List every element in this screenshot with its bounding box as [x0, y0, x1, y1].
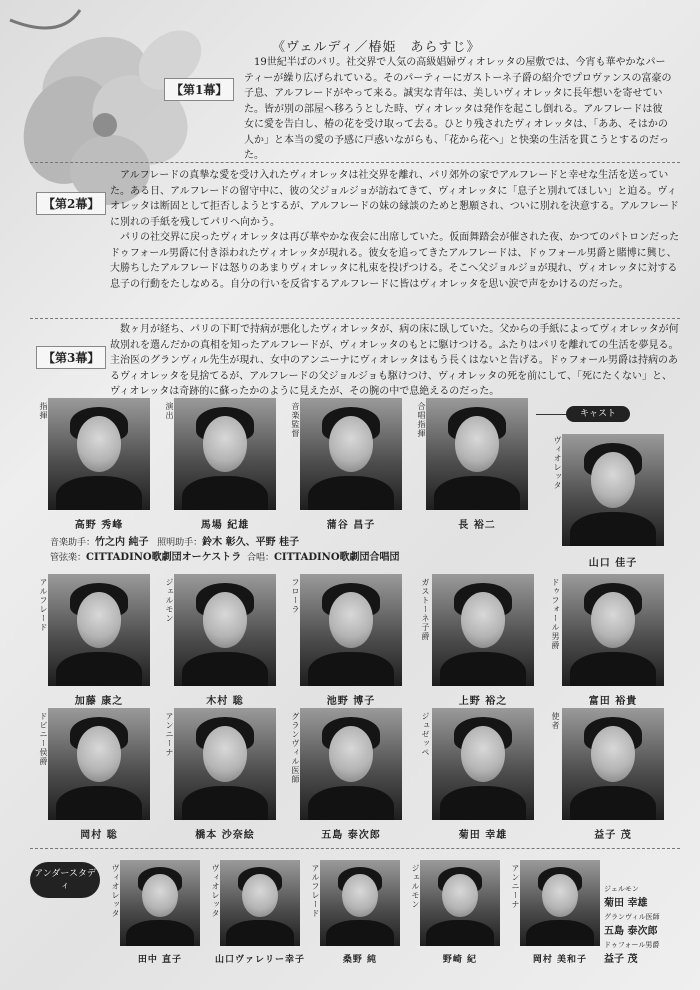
name-violetta: 山口 佳子	[588, 558, 638, 569]
name-germont: 木村 聡	[206, 696, 244, 707]
name-conductor: 高野 秀峰	[74, 520, 124, 531]
role-douphol: ドゥフォール男爵	[551, 578, 560, 650]
role-chorus-master: 合唱指揮	[417, 402, 426, 438]
divider	[30, 162, 680, 163]
us-staff-2-role: グランヴィル医師	[604, 913, 660, 921]
photo-us-alfredo	[320, 860, 400, 946]
role-giuseppe: ジュゼッペ	[421, 712, 430, 757]
us-staff-3-role: ドゥフォール男爵	[604, 941, 660, 949]
name-director: 馬場 紀雄	[200, 520, 250, 531]
photo-dobigny	[48, 708, 150, 820]
act3-label: 【第3幕】	[36, 346, 106, 369]
role-us-violetta-1: ヴィオレッタ	[111, 864, 120, 918]
role-conductor: 指揮	[39, 402, 48, 420]
divider	[30, 848, 680, 849]
name-alfredo: 加藤 康之	[74, 696, 124, 707]
photo-gastone	[432, 574, 534, 686]
photo-germont	[174, 574, 276, 686]
us-staff-3	[604, 940, 659, 965]
role-us-germont: ジェルモン	[411, 864, 420, 909]
name-music-director: 蒲谷 昌子	[326, 520, 376, 531]
role-us-alfredo: アルフレード	[311, 864, 320, 918]
photo-music-director	[300, 398, 402, 510]
role-grenvil: グランヴィル医師	[291, 712, 300, 784]
us-staff-1-name: 菊田 幸雄	[604, 898, 648, 909]
chorus-label: 合唱：	[246, 553, 274, 563]
cast-rule	[536, 414, 566, 415]
act2-paragraph-2: パリの社交界に戻ったヴィオレッタは再び華やかな夜会に出席していた。仮面舞踏会が催された夜、かつてのパトロンだったドゥフォール男爵に付き添われたヴィオレッタが現れる。彼女を追ってきたアルフレードは、ドゥフォール男爵と賭博に興じ、大勝ちしたアルフレードは怒りのあまりヴィオレッタに札束を投げつける。そこへ父ジョルジョが現れ、ヴィオレッタに対する息子の行動をたしなめる。自分の行いを反省するアルフレードに皆はヴィオレッタを思い涙で声をかけるのだった。	[110, 232, 680, 290]
photo-us-violetta-2	[220, 860, 300, 946]
assistant-name: 竹之内 純子	[95, 537, 149, 548]
name-gastone: 上野 裕之	[458, 696, 508, 707]
photo-us-annina	[520, 860, 600, 946]
orchestra-label: 管弦楽：	[50, 553, 87, 563]
photo-us-germont	[420, 860, 500, 946]
us-staff-1	[604, 884, 647, 909]
assistant-label: 音楽助手：	[50, 538, 96, 548]
name-flora: 池野 博子	[326, 696, 376, 707]
photo-us-violetta-1	[120, 860, 200, 946]
role-gastone: ガストーネ子爵	[421, 578, 430, 641]
photo-grenvil	[300, 708, 402, 820]
name-us-violetta-1: 田中 直子	[137, 955, 183, 965]
us-staff-3-name: 益子 茂	[604, 954, 638, 965]
role-us-violetta-2: ヴィオレッタ	[211, 864, 220, 918]
act2-paragraph-1: アルフレードの真摯な愛を受け入れたヴィオレッタは社交界を離れ、パリ郊外の家でアルフレードと幸せな生活を送っていた。ある日、アルフレードの留守中に、彼の父ジョルジョが訪ねてきて、ヴィオレッタに「息子と別れてほしい」と迫る。ヴィオレッタは断固として拒否しようとするが、アルフレードの妹の縁談のためと懇願され、ついに別れを決意する。アルフレードに別れの手紙を残してパリへ向かう。	[110, 170, 679, 228]
role-director: 演出	[165, 402, 174, 420]
orchestra-name: CITTADINO歌劇団オーケストラ	[86, 552, 242, 563]
name-chorus-master: 長 裕二	[458, 520, 496, 531]
photo-conductor	[48, 398, 150, 510]
act2-label: 【第2幕】	[36, 192, 106, 215]
name-annina: 橋本 沙奈絵	[195, 830, 255, 841]
photo-director	[174, 398, 276, 510]
role-dobigny: ドビニー侯爵	[39, 712, 48, 766]
understudy-label: アンダースタディ	[30, 862, 100, 898]
photo-chorus-master	[426, 398, 528, 510]
photo-messenger	[562, 708, 664, 820]
name-giuseppe: 菊田 幸雄	[458, 830, 508, 841]
act2-text	[110, 168, 680, 292]
name-us-annina: 岡村 美和子	[532, 955, 588, 965]
role-violetta: ヴィオレッタ	[553, 436, 562, 490]
name-douphol: 富田 裕貴	[588, 696, 638, 707]
us-staff-2	[604, 912, 660, 937]
act3-text	[110, 322, 680, 400]
name-grenvil: 五島 泰次郎	[321, 830, 381, 841]
photo-douphol	[562, 574, 664, 686]
role-messenger: 使者	[551, 712, 560, 730]
lighting-names: 鈴木 彰久、平野 桂子	[202, 537, 300, 548]
name-us-alfredo: 桑野 純	[342, 955, 378, 965]
act1-text	[244, 55, 672, 164]
staff-line-2	[50, 548, 400, 563]
photo-annina	[174, 708, 276, 820]
photo-alfredo	[48, 574, 150, 686]
us-staff-1-role: ジェルモン	[604, 885, 639, 893]
chorus-name: CITTADINO歌劇団合唱団	[273, 552, 400, 563]
name-us-violetta-2: 山口ヴァレリー幸子	[215, 955, 305, 965]
role-germont: ジェルモン	[165, 578, 174, 623]
name-messenger: 益子 茂	[594, 830, 632, 841]
cast-label: キャスト	[566, 406, 630, 422]
name-us-germont: 野崎 紀	[442, 955, 478, 965]
staff-line-1	[50, 533, 299, 548]
photo-giuseppe	[432, 708, 534, 820]
us-staff-2-name: 五島 泰次郎	[604, 926, 658, 937]
role-music-director: 音楽監督	[291, 402, 300, 438]
lighting-label: 照明助手：	[157, 538, 203, 548]
name-dobigny: 岡村 聡	[80, 830, 118, 841]
act3-paragraph: 数ヶ月が経ち、パリの下町で持病が悪化したヴィオレッタが、病の床に臥していた。父からの手紙によってヴィオレッタが何故別れを選んだかの真相を知ったアルフレードが、ヴィオレッタのもとに駆けつける。ふたりはパリを離れての生活を夢見る。主治医のグランヴィル先生が現れ、女中のアンニーナにヴィオレッタはもう長くはないと告げる。ドゥフォール男爵は持病のあるヴィオレッタを見捨てるが、アルフレードの父ジョルジョも駆けつけ、ヴィオレッタの死を前にして、「死にたくない」と、ヴィオレッタは奇跡的に蘇ったかのように見えたが、その腕の中で息絶えるのだった。	[110, 324, 679, 397]
act1-label: 【第1幕】	[164, 78, 234, 101]
role-flora: フローラ	[291, 578, 300, 614]
act1-paragraph: 19世紀半ばのパリ。社交界で人気の高級娼婦ヴィオレッタの屋敷では、今宵も華やかなパーティーが繰り広げられている。そのパーティーにガストーネ子爵の紹介でプロヴァンスの富豪の子息、アルフレードがやって来る。誠実な青年は、美しいヴィオレッタに長年想いを寄せていた。皆が別の部屋へ移ろうとした時、ヴィオレッタは発作を起こし倒れる。アルフレードは彼女に愛を告白し、椿の花を受け取って去る。ひとり残されたヴィオレッタは、「ああ、そはかの人か」と本当の愛の予感に戸惑いながらも、「花から花へ」と快楽の生活を貫こうとするのだった。	[244, 57, 672, 161]
synopsis-title: 《ヴェルディ／椿姫 あらすじ》	[272, 40, 481, 55]
role-us-annina: アンニーナ	[511, 864, 520, 909]
photo-violetta	[562, 434, 664, 546]
photo-flora	[300, 574, 402, 686]
divider	[30, 318, 680, 319]
role-alfredo: アルフレード	[39, 578, 48, 632]
role-annina: アンニーナ	[165, 712, 174, 757]
